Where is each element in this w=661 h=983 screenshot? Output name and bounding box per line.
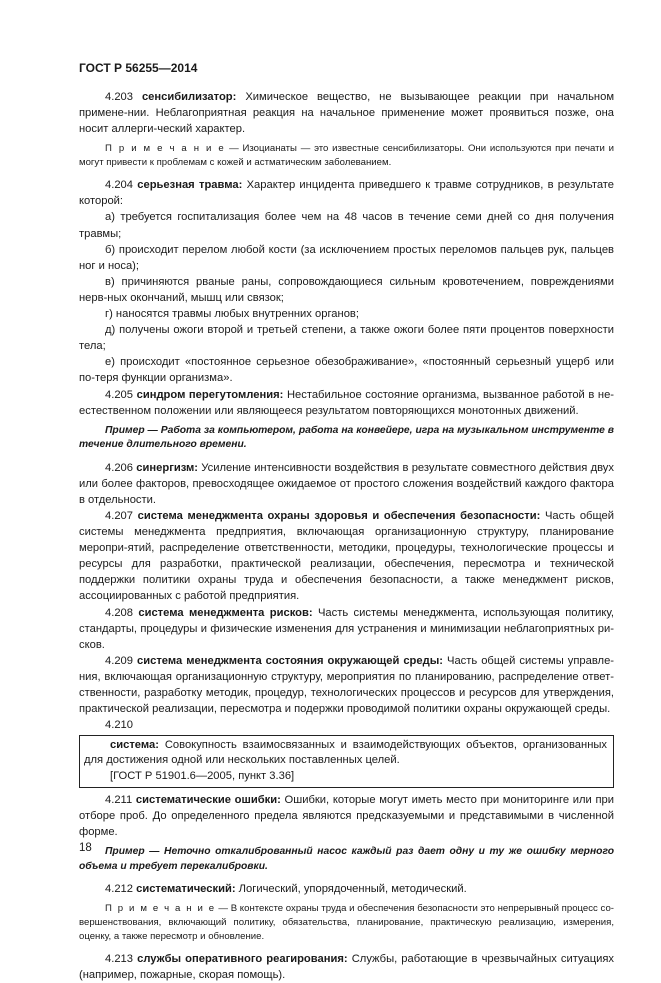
term-definition: Усиление интенсивности воздействия в результате совместного действия двух или более факторов, превосходящее ожидаемое от простого сложения воздействий каждого фактора в отдельности. — [79, 461, 614, 506]
term-4-211 — [79, 792, 614, 840]
term-4-209 — [79, 653, 614, 717]
list-item: а) требуется госпитализация более чем на 48 часов в течение семи дней со дня получения травмы; — [79, 211, 614, 240]
list-item: е) происходит «постоянное серьезное обезображивание», «постоянный серьезный ущерб или по-теря функции организма». — [79, 356, 614, 385]
list-item: д) получены ожоги второй и третьей степени, а также ожоги более пяти процентов поверхности тела; — [79, 324, 614, 353]
term-definition: Характер инцидента приведшего к травме сотрудников, в результате которой: — [79, 179, 615, 208]
term-name: система менеджмента рисков: — [138, 606, 313, 619]
note-text: — В контексте охраны труда и обеспечения безопасности это непрерывный процесс со-вершенствования, включающий политику, обязательства, планирование, практическую реализацию, измерения, оценку, а также пересмотр и обновление. — [79, 903, 614, 943]
term-name: система менеджмента охраны здоровья и обеспечения безопасности: — [137, 509, 541, 522]
term-name: систематический: — [136, 883, 236, 896]
term-definition: Логический, упорядоченный, методический. — [238, 883, 467, 896]
term-4-203 — [79, 89, 614, 137]
note-4-212 — [79, 902, 614, 944]
term-4-210 — [84, 738, 607, 768]
term-4-213 — [79, 951, 614, 983]
term-number: 4.213 — [105, 953, 133, 966]
note-4-203 — [79, 142, 614, 170]
term-definition: Часть системы менеджмента, использующая политику, стандарты, процедуры и физические изменения для устранения и минимизации неблагоприятных ри-сков. — [79, 606, 614, 651]
term-name: службы оперативного реагирования: — [137, 953, 348, 966]
document-body — [79, 89, 614, 983]
list-item: б) происходит перелом любой кости (за исключением простых переломов пальцев рук, пальцев ног и носа); — [79, 243, 614, 272]
term-name: серьезная травма: — [137, 179, 243, 192]
term-4-205 — [79, 387, 614, 419]
term-number: 4.205 — [105, 388, 133, 401]
term-name: система менеджмента состояния окружающей среды: — [137, 654, 443, 667]
term-4-207 — [79, 508, 614, 605]
note-text: — Изоцианаты — это известные сенсибилизаторы. Они используются при печати и могут привести к проблемам с кожей и астматическим заболеванием. — [79, 143, 614, 169]
term-4-208 — [79, 605, 614, 653]
term-number: 4.204 — [105, 179, 133, 192]
term-4-206 — [79, 460, 614, 508]
example-4-205: Пример — Работа за компьютером, работа на конвейере, игра на музыкальном инструменте в течение длительного времени. — [79, 424, 614, 451]
list-item: г) наносятся травмы любых внутренних органов; — [105, 308, 359, 321]
term-definition: Совокупность взаимосвязанных и взаимодействующих объектов, организованных для достижения одной или нескольких поставленных целей. — [84, 739, 608, 767]
term-name: сенсибилизатор: — [141, 91, 237, 103]
term-definition: Нестабильное состояние организма, вызванное работой в не-естественном положении или являющееся результатом повторяющихся монотонных движений. — [79, 388, 615, 417]
term-number: 4.203 — [105, 91, 133, 103]
term-name: синергизм: — [136, 461, 199, 474]
term-number: 4.211 — [105, 793, 133, 806]
term-number: 4.207 — [105, 509, 133, 522]
term-number: 4.209 — [105, 654, 133, 667]
list-item: в) причиняются рваные раны, сопровождающиеся сильным кровотечением, повреждениями нерв-ных окончаний, мышц или связок; — [79, 275, 614, 304]
term-4-210-box — [79, 735, 614, 788]
term-reference: [ГОСТ Р 51901.6—2005, пункт 3.36] — [110, 769, 295, 782]
term-number: 4.208 — [105, 606, 133, 619]
term-4-204 — [79, 177, 614, 209]
term-name: систематические ошибки: — [135, 793, 281, 806]
note-label: П р и м е ч а н и е — [105, 143, 226, 155]
term-definition: Часть общей системы управле-ния, включающая организационную структуру, мероприятия по планированию, распределение ответ-ственности, разработку методик, процедур, технологических процессов и ресурсов для утверждения, практической реализации, пересмотра и подержки проводимой политики охраны окружающей среды. — [79, 654, 615, 716]
term-number-4-210: 4.210 — [105, 719, 133, 732]
term-definition: Ошибки, которые могут иметь место при мониторинге или при отборе проб. До определенного предела являются предсказуемыми и представимыми в численной форме. — [79, 793, 615, 839]
note-label: П р и м е ч а н и е — [105, 903, 216, 915]
term-number: 4.206 — [105, 461, 133, 474]
term-name: синдром перегутомления: — [136, 388, 284, 401]
term-definition: Часть общей системы менеджмента предприятия, включающая организационную структуру, планирование меропри-ятий, распределение ответственности, методики, процедуры, технологические процессы и ресурсы для разработки, практической реализации, обеспечения, пересмотра и технической поддержки политики охраны труда и обеспечения безопасности, а также менеджмент рисков, ассоциированных с работой предприятия. — [79, 509, 614, 603]
term-definition: Службы, работающие в чрезвычайных ситуациях (например, пожарные, скорая помощь). — [79, 953, 615, 982]
page-number: 18 — [79, 842, 92, 854]
example-4-211: Пример — Неточно откалиброванный насос каждый раз дает одну и ту же ошибку мерного объема и требует перекалибровки. — [79, 846, 614, 872]
term-4-212 — [79, 881, 614, 897]
term-name: система: — [110, 739, 159, 752]
term-definition: Химическое вещество, не вызывающее реакции при начальном примене-нии. Неблагоприятная реакция на начальное применение может проявиться позже, она носит аллерги-ческий характер. — [79, 91, 615, 136]
document-header: ГОСТ Р 56255—2014 — [79, 61, 198, 75]
term-number: 4.212 — [105, 883, 133, 896]
